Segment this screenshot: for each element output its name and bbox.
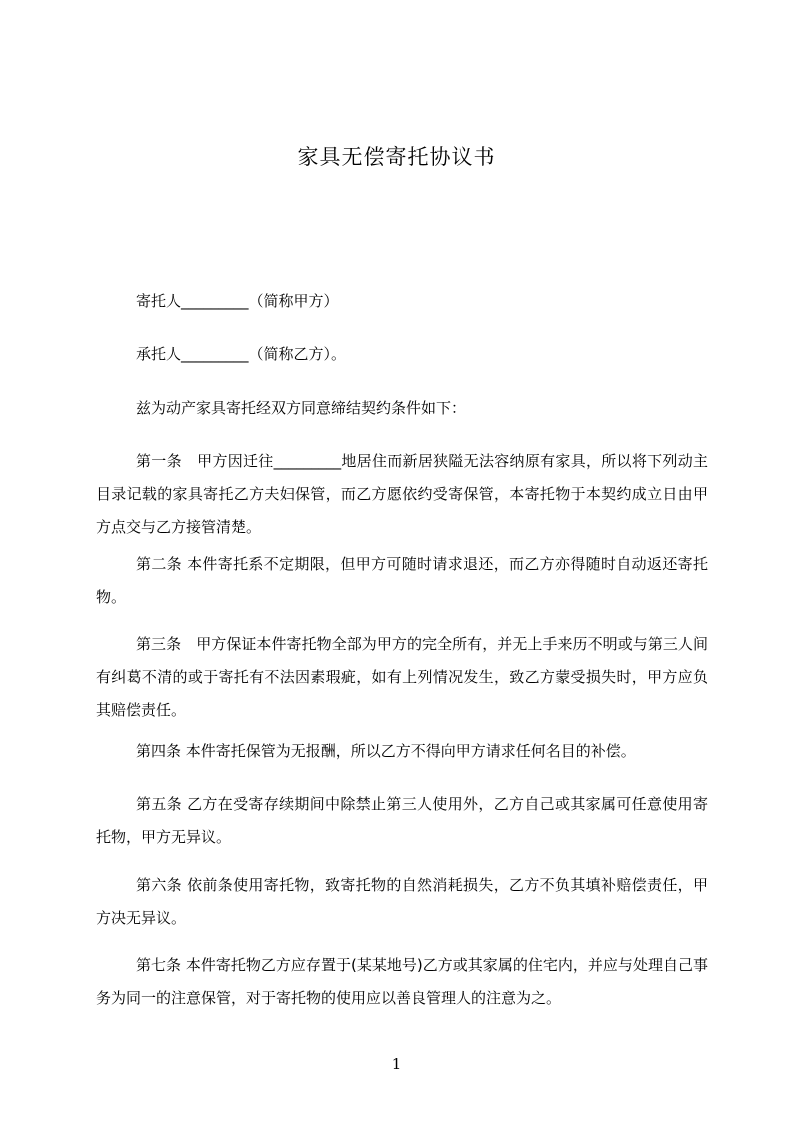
paragraph-depositor: 寄托人_________（简称甲方） [136,292,339,310]
article-2: 第二条 本件寄托系不定期限，但甲方可随时请求退还，而乙方亦得随时自动返还寄托物。 [96,555,708,606]
article-3: 第三条 甲方保证本件寄托物全部为甲方的完全所有，并无上手来历不明或与第三人间有纠葛不清的或于寄托有不法因素瑕疵，如有上列情况发生，致乙方蒙受损失时，甲方应负其赔偿责任。 [96,635,708,719]
page-number: 1 [391,1055,402,1073]
paragraph-custodian: 承托人_________（简称乙方）。 [136,345,347,363]
article-5: 第五条 乙方在受寄存续期间中除禁止第三人使用外，乙方自己或其家属可任意使用寄托物，甲方无异议。 [96,795,708,846]
article-1: 第一条 甲方因迁往_________地居住而新居狭隘无法容纳原有家具，所以将下列动主目录记载的家具寄托乙方夫妇保管，而乙方愿依约受寄保管，本寄托物于本契约成立日由甲方点交与乙方接管清楚。 [96,452,708,536]
paragraph-preamble: 兹为动产家具寄托经双方同意缔结契约条件如下： [136,399,467,417]
article-4: 第四条 本件寄托保管为无报酬，所以乙方不得向甲方请求任何名目的补偿。 [136,742,636,760]
document-title: 家具无偿寄托协议书 [297,145,496,169]
article-6: 第六条 依前条使用寄托物，致寄托物的自然消耗损失，乙方不负其填补赔偿责任，甲方决无异议。 [96,876,708,927]
article-7: 第七条 本件寄托物乙方应存置于(某某地号)乙方或其家属的住宅内，并应与处理自己事务为同一的注意保管，对于寄托物的使用应以善良管理人的注意为之。 [96,956,708,1007]
